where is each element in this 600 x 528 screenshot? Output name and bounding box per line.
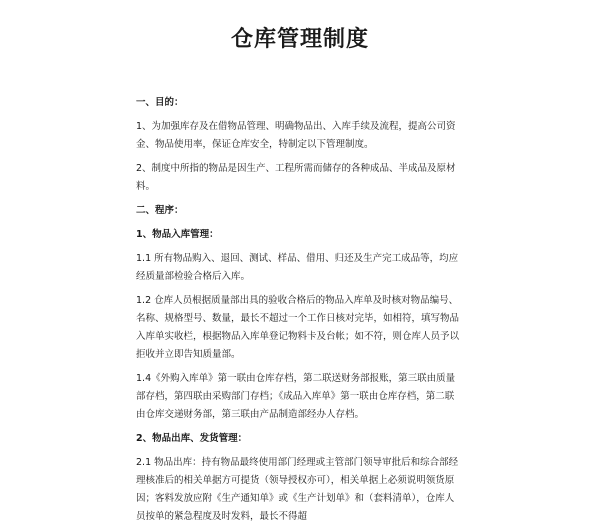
- inbound-paragraph-1-1: 1.1 所有物品购入、退回、测试、样品、借用、归还及生产完工成品等，均应经质量部检验合格后入库。: [136, 253, 459, 282]
- document-body: [136, 94, 461, 528]
- section-1-heading: 一、目的：: [136, 97, 184, 108]
- section-1-paragraph-2: 2、制度中所指的物品是因生产、工程所需而储存的各种成品、半成品及原材料。: [136, 163, 456, 192]
- inbound-paragraph-1-2: 1.2 仓库人员根据质量部出具的验收合格后的物品入库单及时核对物品编号、名称、规格型号、数量，最长不超过一个工作日核对完毕，如相符，填写物品入库单实收栏，根据物品入库单登记物料卡及台帐；如不符，则仓库人员予以拒收并立即告知质量部。: [136, 295, 460, 360]
- document-title: 仓库管理制度: [230, 27, 369, 52]
- section-2-heading: 二、程序：: [136, 205, 184, 216]
- section-1-paragraph-1: 1、为加强库存及在借物品管理、明确物品出、入库手续及流程，提高公司资金、物品使用率，保证仓库安全，特制定以下管理制度。: [136, 121, 456, 150]
- subsection-outbound-heading: 2、物品出库、发货管理：: [136, 433, 248, 444]
- subsection-inbound-heading: 1、物品入库管理：: [136, 229, 219, 240]
- inbound-paragraph-1-4: 1.4《外购入库单》第一联由仓库存档，第二联送财务部报账，第三联由质量部存档，第四联由采购部门存档；《成品入库单》第一联由仓库存档，第二联由仓库交递财务部，第三联由产品制造部经办人存档。: [136, 373, 456, 420]
- outbound-paragraph-2-1: 2.1 物品出库：持有物品最终使用部门经理或主管部门领导审批后和综合部经理核准后的相关单据方可提货（领导授权亦可），相关单据上必须说明领货原因；客料发放应附《生产通知单》或《生产计划单》和（套料清单），仓库人员按单的紧急程度及时发料，最长不得超: [136, 457, 459, 522]
